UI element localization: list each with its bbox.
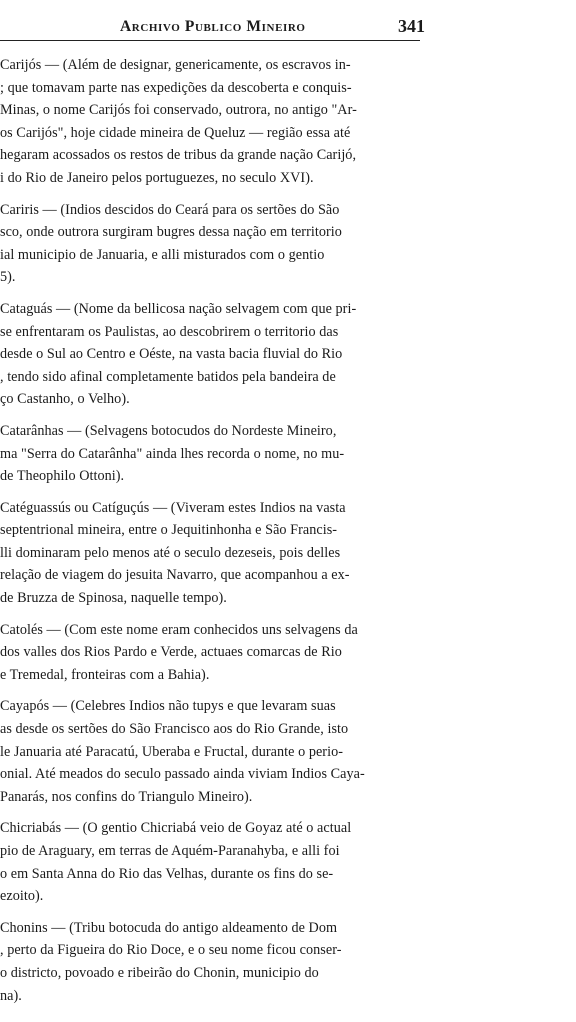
text-line: lli dominaram pelo menos até o seculo dezeseis, pois delles — [0, 544, 341, 561]
text-line: le Januaria até Paracatú, Uberaba e Fructal, durante o perio- — [0, 743, 343, 760]
glossary-entry — [0, 298, 426, 411]
text-line: onial. Até meados do seculo passado ainda viviam Indios Caya- — [0, 766, 365, 783]
text-line: de Theophilo Ottoni). — [0, 468, 125, 485]
text-line: , perto da Figueira do Rio Doce, e o seu nome ficou conser- — [0, 942, 342, 959]
text-line: na). — [0, 987, 22, 1004]
text-line: septentrional mineira, entre o Jequitinhonha e São Francis- — [0, 522, 338, 539]
text-line: Minas, o nome Carijós foi conservado, outrora, no antigo "Ar- — [0, 102, 357, 119]
text-line: i do Rio de Janeiro pelos portuguezes, no seculo XVI). — [0, 169, 314, 186]
glossary-entry — [0, 497, 426, 610]
glossary-entry — [0, 54, 426, 190]
text-line: sco, onde outrora surgiram bugres dessa nação em territorio — [0, 224, 342, 241]
text-line: Cayapós — (Celebres Indios não tupys e que levaram suas — [0, 698, 336, 715]
page-header — [0, 12, 576, 42]
text-line: Carijós — (Além de designar, genericamente, os escravos in- — [0, 57, 351, 73]
text-line: hegaram acossados os restos de tribus da grande nação Carijó, — [0, 147, 357, 164]
text-line: o districto, povoado e ribeirão do Chonin, municipio do — [0, 964, 319, 981]
text-line: ma "Serra do Catarânha" ainda lhes recorda o nome, no mu- — [0, 445, 345, 462]
text-line: ezoito). — [0, 888, 44, 905]
text-line: relação de viagem do jesuita Navarro, que acompanhou a ex- — [0, 567, 350, 584]
text-line: e Tremedal, fronteiras com a Bahia). — [0, 666, 210, 683]
text-line: dos valles dos Rios Pardo e Verde, actuaes comarcas de Rio — [0, 644, 342, 661]
text-line: o em Santa Anna do Rio das Velhas, durante os fins do se- — [0, 865, 334, 882]
text-line: Chicriabás — (O gentio Chicriabá veio de Goyaz até o actual — [0, 820, 352, 837]
text-line: 5). — [0, 269, 16, 286]
running-title: Archivo Publico Mineiro — [120, 18, 306, 35]
text-line: Catolés — (Com este nome eram conhecidos uns selvagens da — [0, 621, 358, 638]
text-line: ço Castanho, o Velho). — [0, 391, 130, 408]
text-line: Catéguassús ou Catíguçús — (Viveram estes Indios na vasta — [0, 499, 346, 516]
text-line: Chonins — (Tribu botocuda do antigo aldeamento de Dom — [0, 919, 338, 936]
glossary-entries — [0, 54, 426, 1016]
glossary-entry — [0, 917, 426, 1007]
text-line: desde o Sul ao Centro e Oéste, na vasta bacia fluvial do Rio — [0, 346, 343, 363]
text-line: Panarás, nos confins do Triangulo Mineiro). — [0, 788, 253, 805]
text-line: de Bruzza de Spinosa, naquelle tempo). — [0, 590, 227, 607]
text-line: ial municipio de Januaria, e alli misturados com o gentio — [0, 246, 325, 263]
glossary-entry — [0, 619, 426, 687]
glossary-entry — [0, 420, 426, 488]
page-number: 341 — [398, 16, 425, 36]
text-line: Cataguás — (Nome da bellicosa nação selvagem com que pri- — [0, 300, 357, 317]
header-rule — [0, 40, 420, 41]
text-line: pio de Araguary, em terras de Aquém-Paranahyba, e alli foi — [0, 843, 340, 859]
glossary-entry — [0, 695, 426, 808]
text-line: Cariris — (Indios descidos do Ceará para os sertões do São — [0, 201, 340, 218]
text-line: as desde os sertões do São Francisco aos do Rio Grande, isto — [0, 721, 349, 738]
glossary-entry — [0, 199, 426, 289]
text-line: os Carijós", hoje cidade mineira de Queluz — região essa até — [0, 124, 351, 141]
text-line: ; que tomavam parte nas expedições da descoberta e conquis- — [0, 79, 352, 96]
text-line: se enfrentaram os Paulistas, ao descobrirem o territorio das — [0, 323, 339, 340]
glossary-entry — [0, 817, 426, 907]
text-line: , tendo sido afinal completamente batidos pela bandeira de — [0, 368, 336, 385]
text-line: Catarânhas — (Selvagens botocudos do Nordeste Mineiro, — [0, 422, 337, 439]
